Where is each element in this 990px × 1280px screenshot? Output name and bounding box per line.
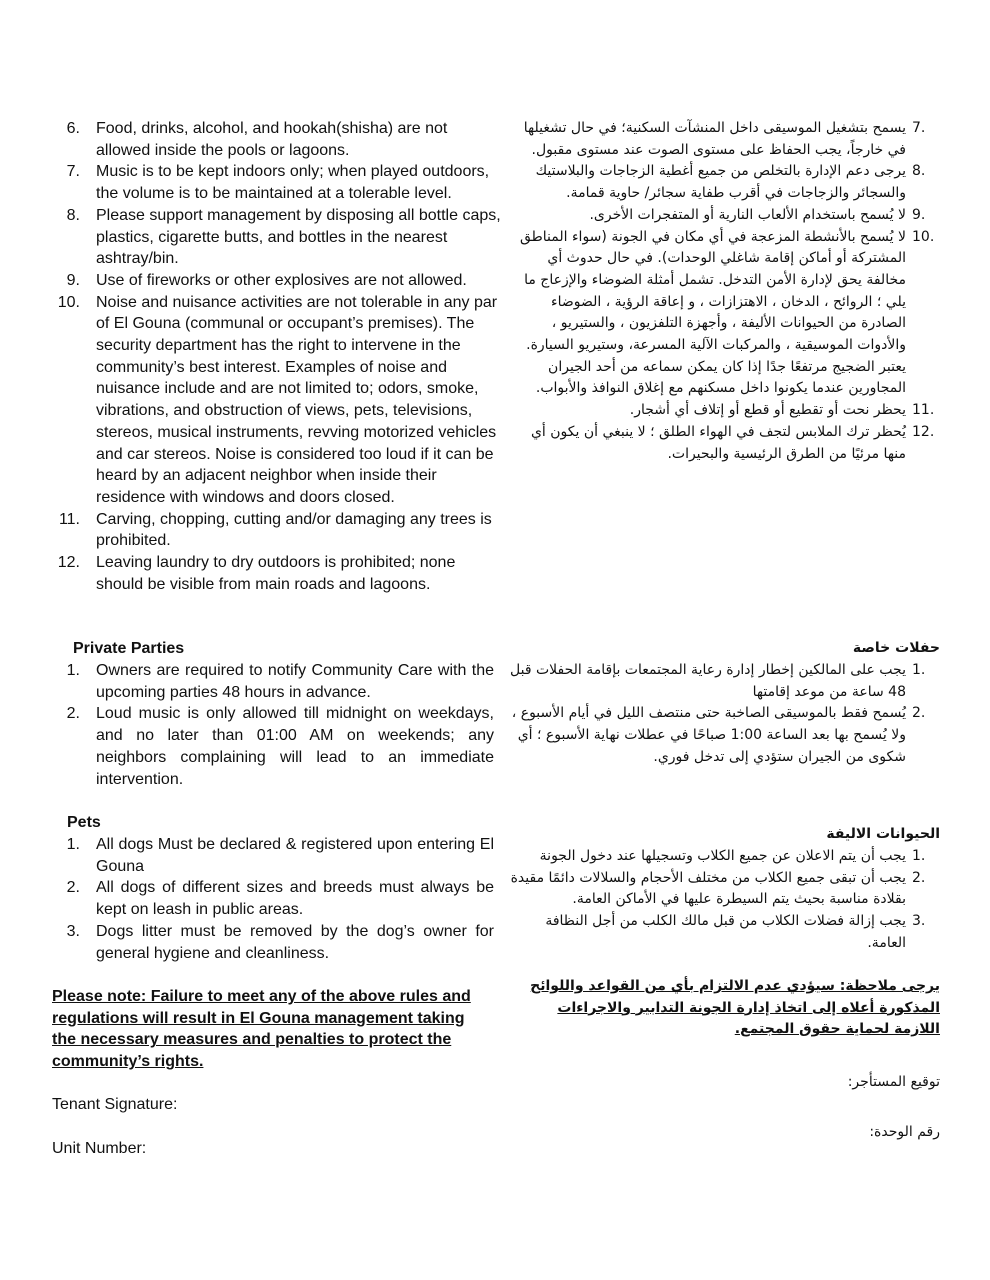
item-text: يُحظر ترك الملابس لتجف في الهواء الطلق ؛ لا ينبغي أن يكون أي منها مرئيًا من الطرق الرئيسية والبحيرات.: [530, 423, 906, 462]
list-item: [52, 703, 494, 790]
item-number: 1.: [66, 662, 80, 679]
item-number: 1.: [912, 848, 926, 864]
tenant-signature-label: Tenant Signature:: [52, 1096, 178, 1113]
list-item: [510, 161, 940, 204]
pets-heading: Pets: [67, 814, 101, 831]
list-item: [510, 400, 940, 422]
item-number: 12.: [57, 554, 80, 572]
item-text: يُسمح فقط بالموسيقى الصاخبة حتى منتصف الليل في أيام الأسبوع ، ولا يُسمح بها بعد الساعة 1:00 صباحًا في عطلات نهاية الأسبوع ؛ أي شكوى من الجيران ستؤدي إلى تدخل فوري.: [511, 705, 906, 765]
item-text: Dogs litter must be removed by the dog’s owner for general hygiene and cleanliness.: [96, 922, 494, 962]
item-number: 9.: [66, 271, 80, 289]
list-item: [52, 552, 504, 595]
list-item: [510, 205, 940, 227]
arabic-private-parties-list: [510, 660, 940, 769]
item-text: All dogs Must be declared & registered upon entering El Gouna: [96, 836, 494, 875]
item-number: 12.: [912, 423, 935, 440]
item-text: يحظر نحت أو تقطيع أو قطع أو إتلاف أي أشجار.: [629, 402, 906, 419]
english-rules-list: [52, 118, 504, 595]
item-text: يسمح بتشغيل الموسيقى داخل المنشآت السكنية؛ في حال تشغيلها في خارجاً، يجب الحفاظ على مستوى الصوت عند مستوى مقبول.: [523, 120, 906, 158]
list-item: [52, 660, 494, 703]
item-number: 8.: [912, 163, 926, 180]
arabic-note: يرجى ملاحظة: سيؤدي عدم الالتزام بأي من القواعد واللوائح المذكورة أعلاه إلى اتخاذ إدارة الجونة التدابير والاجراءات اللازمة لحماية حقوق المجتمع.: [530, 978, 940, 1038]
item-number: 11.: [912, 402, 935, 419]
english-note: Please note: Failure to meet any of the above rules and regulations will result in El Gouna management taking the necessary measures and penalties to protect the community’s rights.: [52, 988, 471, 1071]
item-text: Use of fireworks or other explosives are not allowed.: [96, 271, 467, 289]
list-item: [52, 921, 494, 964]
item-text: Loud music is only allowed till midnight on weekdays, and no later than 01:00 AM on weekends; any neighbors complaining will lead to an immediate intervention.: [96, 705, 494, 788]
item-number: 1.: [66, 836, 80, 853]
item-number: 11.: [58, 510, 80, 528]
item-number: 7.: [912, 120, 926, 136]
item-number: 3.: [66, 922, 80, 940]
pets-list: [52, 834, 494, 964]
list-item: [510, 911, 940, 954]
arabic-rules-list: [510, 118, 940, 465]
list-item: [52, 205, 504, 270]
item-number: 7.: [66, 163, 80, 181]
item-number: 10.: [912, 228, 935, 245]
list-item: [52, 161, 504, 204]
item-text: Noise and nuisance activities are not tolerable in any par of El Gouna (communal or occupant’s premises). The security department has the right to intervene in the community’s best interest. Examples of noise and nuisance include and are not limited to; odors, smoke, vibrations, and obstruction of views, pets, televisions, stereos, musical instruments, revving motorized vehicles and car stereos. Noise is considered too loud if it can be heard by an adjacent neighbor when inside their residence with windows and doors closed.: [96, 293, 498, 506]
item-text: Please support management by disposing all bottle caps, plastics, cigarette butts, and bottles in the nearest ashtray/bin.: [96, 206, 501, 268]
item-text: Food, drinks, alcohol, and hookah(shisha) are not allowed inside the pools or lagoons.: [96, 120, 448, 159]
item-number: 1.: [912, 662, 926, 678]
list-item: [52, 292, 504, 509]
item-text: Leaving laundry to dry outdoors is prohibited; none should be visible from main roads and lagoons.: [96, 554, 456, 593]
item-number: 9.: [912, 206, 926, 223]
item-text: يجب على المالكين إخطار إدارة رعاية المجتمعات بإقامة الحفلات قبل 48 ساعة من موعد إقامتها: [510, 662, 906, 700]
item-number: 2.: [912, 705, 926, 722]
arabic-unit-number-label: رقم الوحدة:: [869, 1124, 940, 1140]
item-text: لا يُسمح باستخدام الألعاب النارية أو المتفجرات الأخرى.: [589, 206, 906, 223]
arabic-pets-heading: الحيوانات الاليفة: [826, 826, 940, 842]
arabic-private-parties-heading: حفلات خاصة: [852, 640, 940, 656]
list-item: [510, 118, 940, 161]
list-item: [510, 227, 940, 401]
item-number: 2.: [66, 879, 80, 897]
item-number: 6.: [66, 120, 80, 137]
item-text: Music is to be kept indoors only; when played outdoors, the volume is to be maintained at a tolerable level.: [96, 163, 490, 203]
list-item: [510, 868, 940, 911]
item-text: لا يُسمح بالأنشطة المزعجة في أي مكان في الجونة (سواء المناطق المشتركة أو أماكن إقامة شاغلي الوحدات). في حال حدوث أي مخالفة يحق لإدارة الأمن التدخل. تشمل أمثلة الضوضاء والإزعاج ما يلي ؛ الروائح ، الدخان ، الاهتزازات ، و إعاقة الرؤية ، الضوضاء الصادرة من الحيوانات الأليفة ، وأجهزة التلفزيون ، والستيريو ، والأدوات الموسيقية ، والمركبات الآلية المسرعة، وستيريو السيارة. يعتبر الضجيج مرتفعًا جدًا إذا كان يمكن سماعه من أحد الجيران المجاورين عندما يكونوا داخل مسكنهم مع إغلاق النوافذ والأبواب.: [519, 228, 906, 397]
item-number: 8.: [66, 206, 80, 224]
list-item: [510, 703, 940, 768]
arabic-pets-list: [510, 846, 940, 955]
item-number: 2.: [66, 705, 80, 723]
list-item: [52, 877, 494, 920]
item-text: All dogs of different sizes and breeds must always be kept on leash in public areas.: [96, 879, 494, 919]
private-parties-heading: Private Parties: [73, 640, 185, 657]
item-text: يرجى دعم الإدارة بالتخلص من جميع أغطية الزجاجات والبلاستيك والسجائر والزجاجات في أقرب طفاية سجائر/ حاوية قمامة.: [535, 163, 906, 202]
list-item: [52, 270, 504, 292]
item-number: 2.: [912, 869, 926, 886]
item-number: 3.: [912, 913, 926, 930]
list-item: [510, 660, 940, 703]
unit-number-label: Unit Number:: [52, 1140, 147, 1157]
item-text: يجب أن تبقى جميع الكلاب من مختلف الأحجام والسلالات دائمًا مقيدة بقلادة مناسبة بحيث يتم السيطرة عليها في الأماكن العامة.: [510, 869, 906, 908]
list-item: [510, 422, 940, 465]
arabic-tenant-signature-label: توقيع المستأجر:: [847, 1074, 940, 1090]
list-item: [510, 846, 940, 868]
item-text: Owners are required to notify Community Care with the upcoming parties 48 hours in advance.: [96, 662, 494, 701]
list-item: [52, 834, 494, 877]
item-text: يجب إزالة فضلات الكلاب من قبل مالك الكلب من أجل النظافة العامة.: [545, 913, 906, 951]
private-parties-list: [52, 660, 494, 790]
list-item: [52, 118, 504, 161]
list-item: [52, 509, 504, 552]
item-text: Carving, chopping, cutting and/or damaging any trees is prohibited.: [96, 510, 492, 550]
item-text: يجب أن يتم الاعلان عن جميع الكلاب وتسجيلها عند دخول الجونة: [539, 848, 906, 864]
item-number: 10.: [57, 293, 80, 311]
